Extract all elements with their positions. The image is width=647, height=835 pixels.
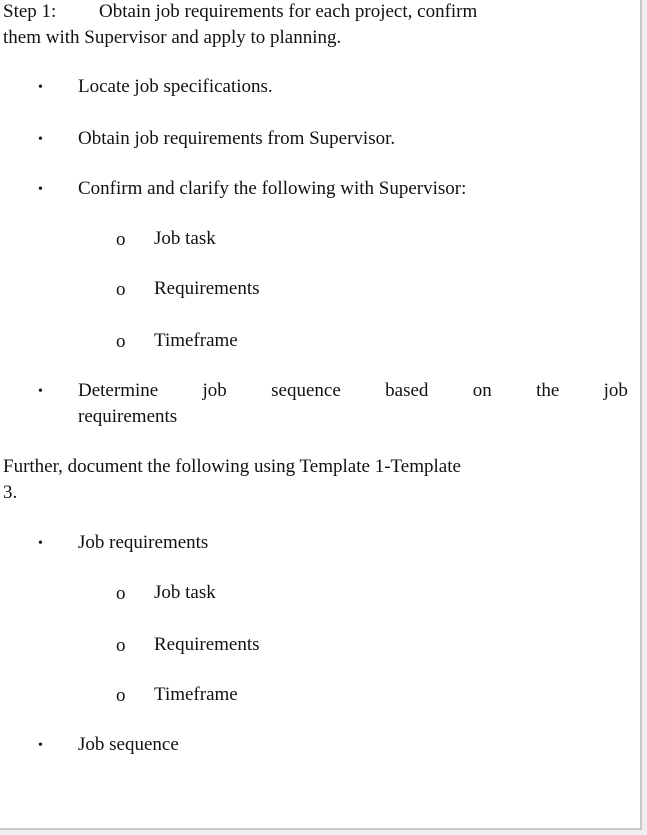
bullet-icon: • [38,182,43,197]
step-title-line1: Obtain job requirements for each project, confirm [99,1,478,22]
word: job [202,380,227,401]
bullet-icon: • [38,536,43,551]
list1-item4-line1 [78,379,628,403]
bullet-icon: • [38,384,43,399]
step-title-line2: them with Supervisor and apply to planning. [3,27,342,48]
word: the [536,380,560,401]
word: on [472,380,492,401]
list2-sub-item: Requirements [154,634,260,655]
list1-sub-item: Requirements [154,278,260,299]
list1-item1: Locate job specifications. [78,76,273,97]
list2-sub-item: Timeframe [154,684,238,705]
list1-sub-item: Timeframe [154,330,238,351]
word: sequence [271,380,341,401]
further-line1: Further, document the following using Template 1-Template [3,456,461,477]
list2-sub-item: Job task [154,582,216,603]
list1-item3: Confirm and clarify the following with Supervisor: [78,178,467,199]
word: Determine [78,380,159,401]
word: job [603,380,628,401]
list1-item2: Obtain job requirements from Supervisor. [78,128,396,149]
page-shadow-right [642,0,647,835]
word: based [385,380,429,401]
bullet-icon: • [38,738,43,753]
bullet-icon: • [38,132,43,147]
page-shadow-bottom [0,830,647,835]
sub-bullet-icon: o [116,685,126,706]
further-line2: 3. [3,482,18,503]
sub-bullet-icon: o [116,331,126,352]
sub-bullet-icon: o [116,635,126,656]
sub-bullet-icon: o [116,279,126,300]
sub-bullet-icon: o [116,583,126,604]
bullet-icon: • [38,80,43,95]
sub-bullet-icon: o [116,229,126,250]
step-label: Step 1: [3,1,57,22]
list2-item2: Job sequence [78,734,179,755]
list1-sub-item: Job task [154,228,216,249]
list1-item4-line2: requirements [78,406,178,427]
list2-item1: Job requirements [78,532,209,553]
